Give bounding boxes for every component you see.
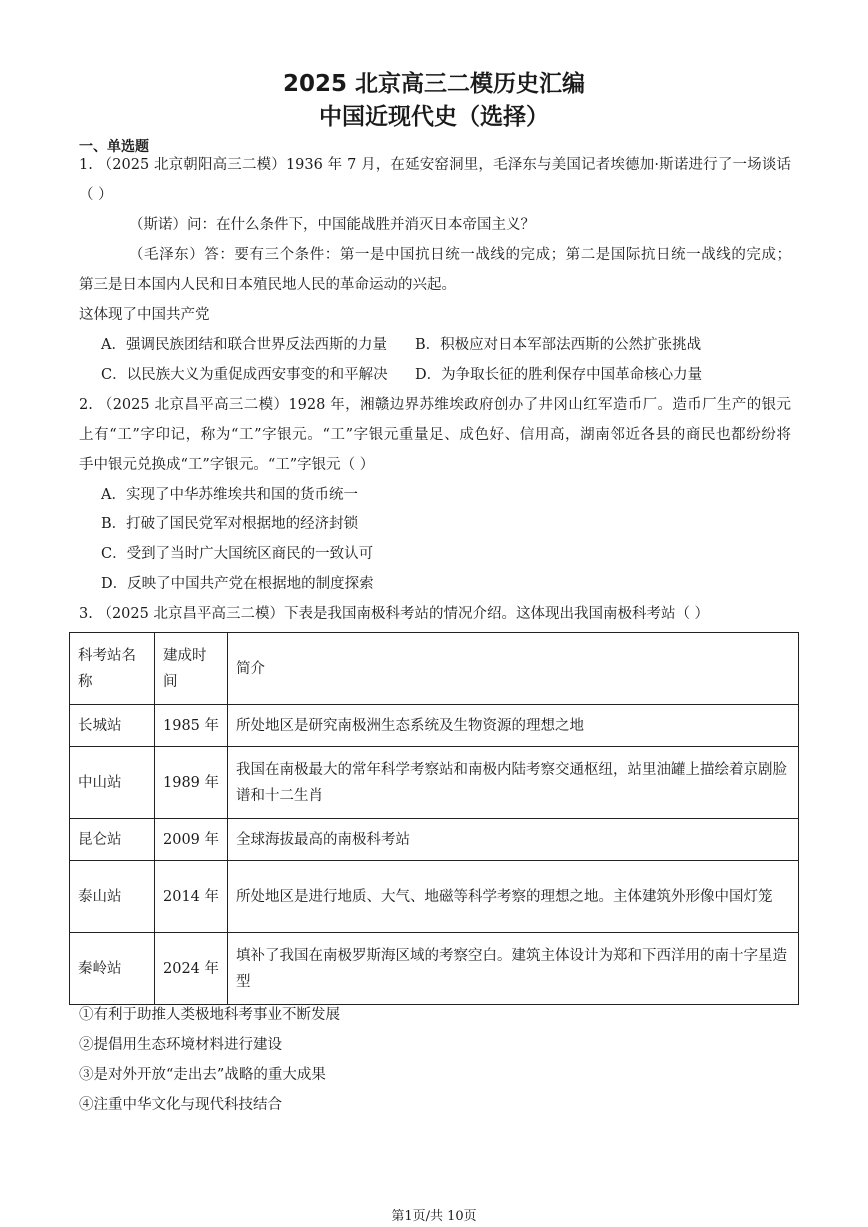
table-header-row xyxy=(70,633,799,705)
table-row xyxy=(70,705,799,747)
q3-statement-3: ③是对外开放“走出去”战略的重大成果 xyxy=(79,1067,326,1083)
header-built-year: 建成时间 xyxy=(155,633,228,705)
station-description: 所处地区是进行地质、大气、地磁等科学考察的理想之地。主体建筑外形像中国灯笼 xyxy=(228,861,799,933)
station-name: 长城站 xyxy=(70,705,155,747)
q2-stem-line1: 2. （2025 北京昌平高三二模）1928 年，湘赣边界苏维埃政府创办了井冈山红军造币厂。造币厂生产的银元 xyxy=(79,397,791,413)
q1-option-b: B．积极应对日本军部法西斯的公然扩张挑战 xyxy=(415,337,702,353)
q1-option-a: A．强调民族团结和联合世界反法西斯的力量 xyxy=(101,337,387,353)
q2-option-b: B．打破了国民党军对根据地的经济封锁 xyxy=(101,516,359,532)
page-subtitle: 中国近现代史（选择） xyxy=(319,104,549,130)
q1-mao-answer-line2: 第三是日本国内人民和日本殖民地人民的革命运动的兴起。 xyxy=(79,277,456,293)
page-footer: 第1页/共 10页 xyxy=(391,1209,477,1224)
q1-mao-answer-line1: （毛泽东）答：要有三个条件：第一是中国抗日统一战线的完成；第二是国际抗日统一战线的完成； xyxy=(129,247,791,263)
station-year: 1989 年 xyxy=(155,747,228,819)
station-year: 2024 年 xyxy=(155,933,228,1005)
station-description: 填补了我国在南极罗斯海区域的考察空白。建筑主体设计为郑和下西洋用的南十字星造型 xyxy=(228,933,799,1005)
q2-stem-line2: 上有“工”字印记，称为“工”字银元。“工”字银元重量足、成色好、信用高，湖南邻近各县的商民也都纷纷将 xyxy=(79,427,791,443)
section-heading: 一、单选题 xyxy=(79,139,149,155)
table-row xyxy=(70,747,799,819)
station-description: 我国在南极最大的常年科学考察站和南极内陆考察交通枢纽，站里油罐上描绘着京剧脸谱和十二生肖 xyxy=(228,747,799,819)
table-row xyxy=(70,819,799,861)
table-row xyxy=(70,933,799,1005)
header-description: 简介 xyxy=(228,633,799,705)
station-name: 中山站 xyxy=(70,747,155,819)
q2-option-a: A．实现了中华苏维埃共和国的货币统一 xyxy=(101,487,358,503)
station-name: 昆仑站 xyxy=(70,819,155,861)
station-year: 2009 年 xyxy=(155,819,228,861)
table-row xyxy=(70,861,799,933)
q2-option-c: C．受到了当时广大国统区商民的一致认可 xyxy=(101,546,374,562)
station-name: 秦岭站 xyxy=(70,933,155,1005)
q1-prompt: 这体现了中国共产党 xyxy=(79,307,210,323)
station-description: 全球海拔最高的南极科考站 xyxy=(228,819,799,861)
q1-stem-line1: 1. （2025 北京朝阳高三二模）1936 年 7 月，在延安窑洞里，毛泽东与美国记者埃德加·斯诺进行了一场谈话 xyxy=(79,157,791,173)
q1-stem-line2: （ ） xyxy=(79,187,113,203)
station-name: 泰山站 xyxy=(70,861,155,933)
q1-option-d: D．为争取长征的胜利保存中国革命核心力量 xyxy=(415,367,703,383)
q2-option-d: D．反映了中国共产党在根据地的制度探索 xyxy=(101,576,374,592)
station-description: 所处地区是研究南极洲生态系统及生物资源的理想之地 xyxy=(228,705,799,747)
station-year: 1985 年 xyxy=(155,705,228,747)
station-year: 2014 年 xyxy=(155,861,228,933)
page-title: 2025 北京高三二模历史汇编 xyxy=(282,71,586,97)
q1-option-c: C．以民族大义为重促成西安事变的和平解决 xyxy=(101,367,388,383)
header-station-name: 科考站名称 xyxy=(70,633,155,705)
q3-stem: 3. （2025 北京昌平高三二模）下表是我国南极科考站的情况介绍。这体现出我国南极科考站（ ） xyxy=(79,606,710,622)
q3-statement-1: ①有利于助推人类极地科考事业不断发展 xyxy=(79,1007,340,1023)
q3-statement-2: ②提倡用生态环境材料进行建设 xyxy=(79,1037,282,1053)
q1-snow-question: （斯诺）问：在什么条件下，中国能战胜并消灭日本帝国主义？ xyxy=(129,217,535,233)
q3-statement-4: ④注重中华文化与现代科技结合 xyxy=(79,1097,282,1113)
q2-stem-line3: 手中银元兑换成“工”字银元。“工”字银元（ ） xyxy=(79,457,375,473)
antarctic-stations-table xyxy=(69,632,799,1005)
